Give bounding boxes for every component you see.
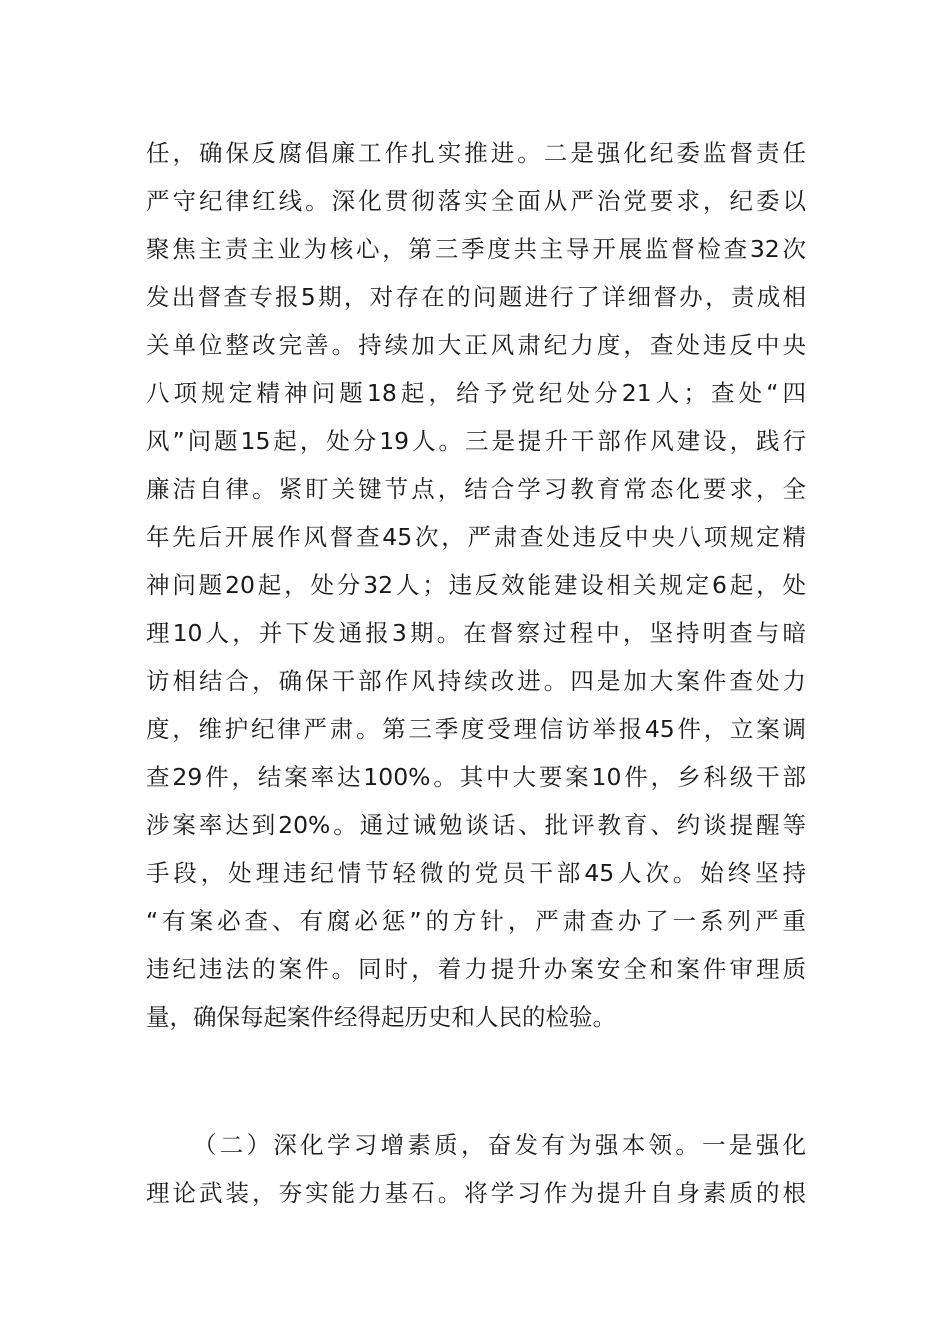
text-line: “有案必查、有腐必惩”的方针，严肃查办了一系列严重	[146, 907, 806, 935]
text-line: 查29件，结案率达100%。其中大要案10件，乡科级干部	[146, 763, 806, 791]
text-line: 违纪违法的案件。同时，着力提升办案安全和案件审理质	[146, 955, 806, 983]
text-line: 聚焦主责主业为核心，第三季度共主导开展监督检查32次	[146, 235, 806, 263]
text-line: 严守纪律红线。深化贯彻落实全面从严治党要求，纪委以	[146, 187, 806, 215]
text-line: 度，维护纪律严肃。第三季度受理信访举报45件，立案调	[146, 715, 806, 743]
text-line: （二）深化学习增素质，奋发有为强本领。一是强化	[193, 1131, 806, 1159]
text-line: 访相结合，确保干部作风持续改进。四是加大案件查处力	[146, 667, 806, 695]
text-line: 年先后开展作风督查45次，严肃查处违反中央八项规定精	[146, 523, 806, 551]
text-line: 任，确保反腐倡廉工作扎实推进。二是强化纪委监督责任	[146, 139, 806, 167]
text-line: 发出督查专报5期，对存在的问题进行了详细督办，责成相	[146, 283, 806, 311]
text-line: 手段，处理违纪情节轻微的党员干部45人次。始终坚持	[146, 859, 806, 887]
text-line: 涉案率达到20%。通过诫勉谈话、批评教育、约谈提醒等	[146, 811, 806, 839]
text-line: 理论武装，夯实能力基石。将学习作为提升自身素质的根	[146, 1179, 806, 1207]
text-line: 八项规定精神问题18起，给予党纪处分21人；查处“四	[146, 379, 806, 407]
text-line: 关单位整改完善。持续加大正风肃纪力度，查处违反中央	[146, 331, 806, 359]
text-line: 理10人，并下发通报3期。在督察过程中，坚持明查与暗	[146, 619, 806, 647]
text-line: 量，确保每起案件经得起历史和人民的检验。	[146, 1003, 616, 1031]
text-line: 廉洁自律。紧盯关键节点，结合学习教育常态化要求，全	[146, 475, 806, 503]
text-line: 风”问题15起，处分19人。三是提升干部作风建设，践行	[146, 427, 806, 455]
text-line: 神问题20起，处分32人；违反效能建设相关规定6起，处	[146, 571, 806, 599]
